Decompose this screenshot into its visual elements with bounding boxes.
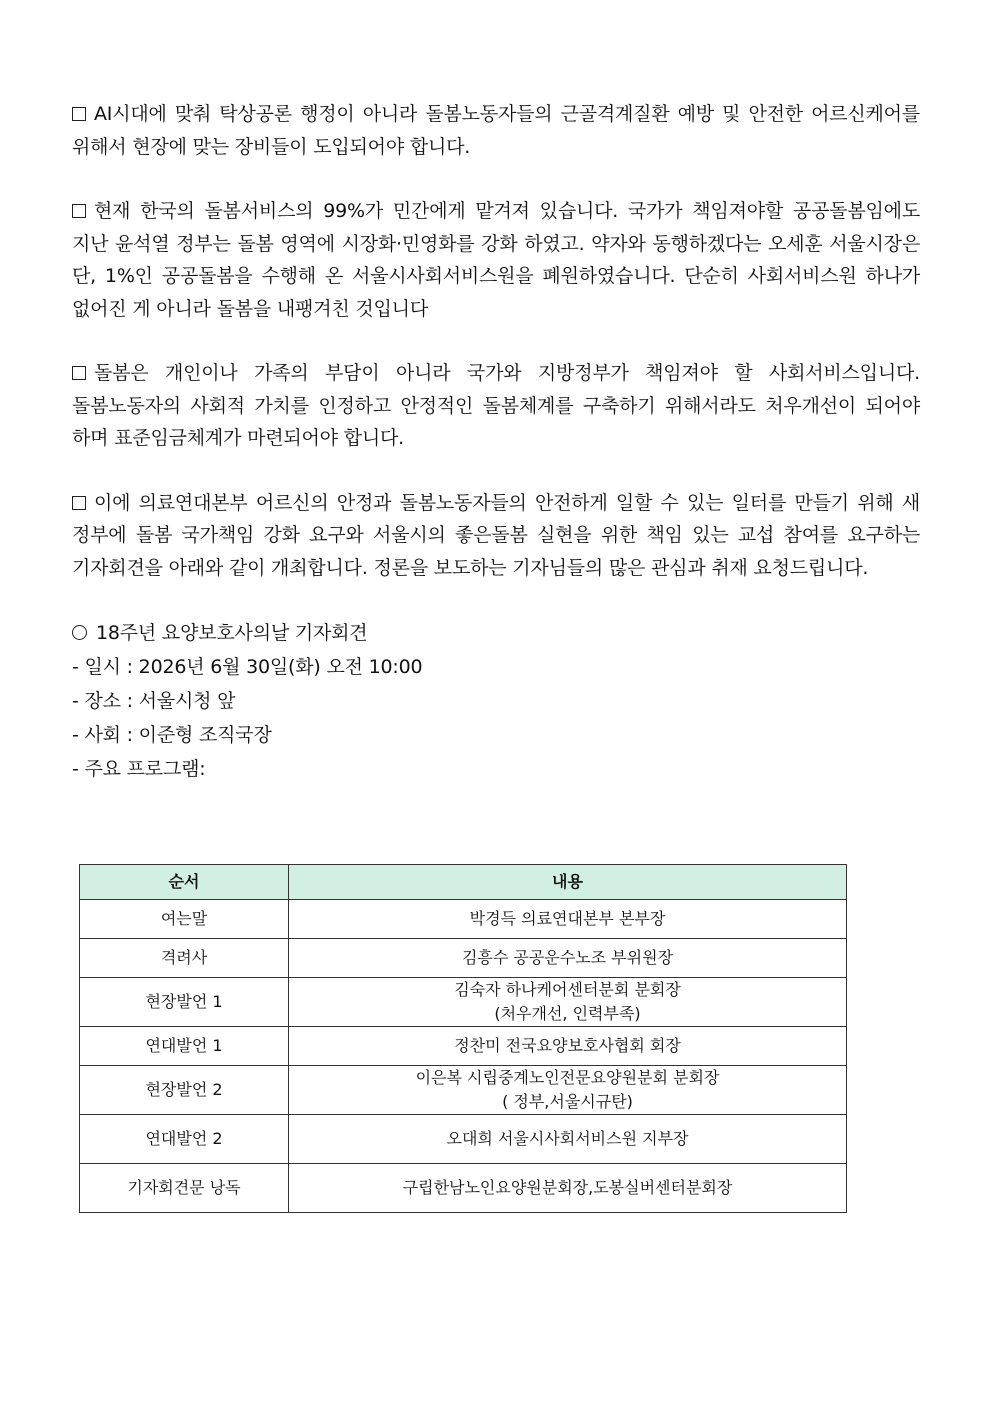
event-place: - 장소 : 서울시청 앞 [72, 690, 236, 712]
content-line: 정찬미 전국요양보호사협회 회장 [454, 1036, 681, 1055]
paragraph-4 [72, 487, 920, 585]
event-title [72, 616, 920, 650]
program-label: - 주요 프로그램: [72, 758, 206, 780]
content-line: 박경득 의료연대본부 본부장 [469, 909, 666, 928]
order-cell: 기자회견문 낭독 [80, 1164, 289, 1213]
content-cell [289, 939, 847, 978]
content-cell [289, 978, 847, 1027]
content-line: 오대희 서울시사회서비스원 지부장 [446, 1129, 689, 1148]
table-row [80, 1115, 847, 1164]
content-line: 이은복 시립중계노인전문요양원분회 분회장 [415, 1068, 720, 1087]
content-cell [289, 900, 847, 939]
table-row [80, 939, 847, 978]
paragraph-text: 현재 한국의 돌봄서비스의 99%가 민간에게 맡겨져 있습니다. 국가가 책임져야할 공공돌봄임에도 지난 윤석열 정부는 돌봄 영역에 시장화·민영화를 강화 하였고. 약자와 동행하겠다는 오세훈 서울시장은 단, 1%인 공공돌봄을 수행해 온 서울시사회서비스원을 폐원하였습니다. 단순히 사회서비스원 하나가 없어진 게 아니라 돌봄을 내팽겨친 것입니다 [72, 200, 920, 320]
content-line-2: (처우개선, 인력부족) [494, 1004, 641, 1023]
paragraph-text: 이에 의료연대본부 어르신의 안정과 돌봄노동자들의 안전하게 일할 수 있는 일터를 만들기 위해 새 정부에 돌봄 국가책임 강화 요구와 서울시의 좋은돌봄 실현을 위한 책임 있는 교섭 참여를 요구하는 기자회견을 아래와 같이 개최합니다. 정론을 보도하는 기자님들의 많은 관심과 취재 요청드립니다. [72, 491, 920, 579]
content-line-2: ( 정부,서울시규탄) [502, 1092, 633, 1111]
checkbox-bullet-icon [72, 107, 86, 121]
paragraph-text: 돌봄은 개인이나 가족의 부담이 아니라 국가와 지방정부가 책임져야 할 사회서비스입니다. 돌봄노동자의 사회적 가치를 인정하고 안정적인 돌봄체계를 구축하기 위해서라도 처우개선이 되어야 하며 표준임금체계가 마련되어야 합니다. [72, 362, 920, 449]
table-row [80, 1164, 847, 1213]
table-row [80, 1027, 847, 1066]
table-row [80, 900, 847, 939]
order-cell: 현장발언 1 [80, 978, 289, 1027]
circle-bullet-icon [72, 625, 87, 640]
program-table [79, 864, 847, 1213]
content-cell [289, 1115, 847, 1164]
order-cell: 여는말 [80, 900, 289, 939]
order-cell: 연대발언 1 [80, 1027, 289, 1066]
table-row [80, 1066, 847, 1115]
header-content: 내용 [289, 865, 847, 900]
order-cell: 현장발언 2 [80, 1066, 289, 1115]
order-cell: 격려사 [80, 939, 289, 978]
checkbox-bullet-icon [72, 496, 86, 510]
event-info [72, 616, 920, 786]
checkbox-bullet-icon [72, 366, 86, 380]
header-order: 순서 [80, 865, 289, 900]
event-title-text: 18주년 요양보호사의날 기자회견 [96, 622, 368, 644]
paragraph-3 [72, 357, 920, 455]
content-line: 김흥수 공공운수노조 부위원장 [461, 948, 674, 967]
event-datetime: - 일시 : 2026년 6월 30일(화) 오전 10:00 [72, 656, 423, 678]
content-line: 김숙자 하나케어센터분회 분회장 [454, 980, 681, 999]
table-row [80, 978, 847, 1027]
checkbox-bullet-icon [72, 204, 86, 218]
document-body [72, 98, 920, 786]
content-cell [289, 1027, 847, 1066]
event-host: - 사회 : 이준형 조직국장 [72, 724, 272, 746]
paragraph-text: AI시대에 맞춰 탁상공론 행정이 아니라 돌봄노동자들의 근골격계질환 예방 및 안전한 어르신케어를 위해서 현장에 맞는 장비들이 도입되어야 합니다. [72, 103, 920, 158]
content-cell [289, 1164, 847, 1213]
content-line: 구립한남노인요양원분회장,도봉실버센터분회장 [402, 1178, 733, 1197]
content-cell [289, 1066, 847, 1115]
table-header-row [80, 865, 847, 900]
paragraph-1 [72, 98, 920, 163]
paragraph-2 [72, 195, 920, 325]
order-cell: 연대발언 2 [80, 1115, 289, 1164]
